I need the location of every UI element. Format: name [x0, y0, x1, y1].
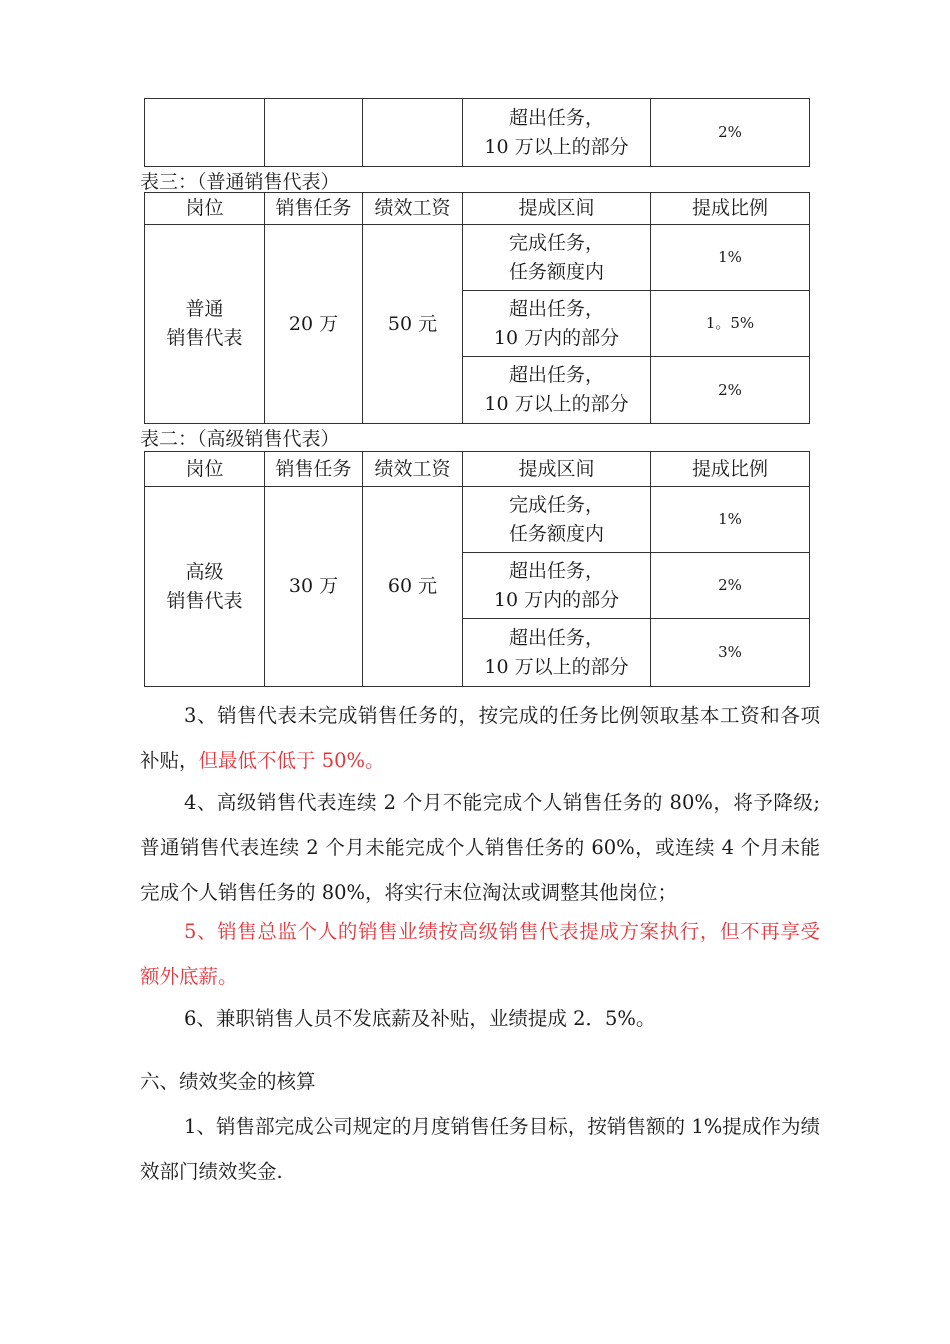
- range-line: 10 万内的部分: [493, 326, 620, 349]
- table-cell-empty: [145, 99, 265, 167]
- range-cell: [463, 225, 651, 291]
- table-row: [145, 225, 810, 291]
- rate-cell: 1%: [651, 487, 810, 553]
- rate-cell: 2%: [651, 553, 810, 619]
- salary-cell: 60 元: [363, 487, 463, 687]
- header-cell: 销售任务: [265, 193, 363, 225]
- table-header-row: [145, 193, 810, 225]
- range-line: 10 万以上的部分: [484, 393, 629, 415]
- range-line: 完成任务，: [508, 493, 604, 516]
- paragraph-5: 5、销售总监个人的销售业绩按高级销售代表提成方案执行，但不再享受额外底薪。: [140, 920, 820, 988]
- range-cell: [463, 291, 651, 357]
- task-cell: 20 万: [265, 225, 363, 424]
- table-cell-empty: [363, 99, 463, 167]
- range-line: 10 万内的部分: [493, 588, 620, 611]
- range-line: 超出任务，: [508, 626, 604, 649]
- table-row: [145, 99, 810, 167]
- range-line: 超出任务，: [508, 297, 604, 320]
- range-cell: [463, 357, 651, 424]
- header-cell: 岗位: [145, 193, 265, 225]
- range-cell: [463, 99, 651, 167]
- position-line: 销售代表: [166, 327, 243, 349]
- header-cell: 提成比例: [651, 193, 810, 225]
- salary-cell: 50 元: [363, 225, 463, 424]
- range-line: 任务额度内: [508, 260, 604, 283]
- header-cell: 提成区间: [463, 452, 651, 487]
- section-heading: 六、绩效奖金的核算: [140, 1070, 316, 1093]
- range-line: 超出任务，: [508, 106, 604, 129]
- paragraph-3: [140, 693, 820, 783]
- header-cell: 销售任务: [265, 452, 363, 487]
- table-fragment-top: [144, 98, 810, 167]
- range-cell: [463, 487, 651, 553]
- table-row: [145, 487, 810, 553]
- paragraph-4: 4、高级销售代表连续 2 个月不能完成个人销售任务的 80%，将予降级;普通销售代表连续 2 个月未能完成个人销售任务的 60%，或连续 4 个月未能完成个人销售任务的 80%，将实行末位淘汰或调整其他岗位；: [140, 791, 820, 904]
- paragraph-3-text: 3、销售代表未完成销售任务的，按完成的任务比例领取基本工资和各项补贴，: [140, 704, 820, 772]
- range-cell: [463, 553, 651, 619]
- header-cell: 提成区间: [463, 193, 651, 225]
- position-line: 普通: [185, 298, 224, 320]
- table-header-row: [145, 452, 810, 487]
- position-cell: [145, 487, 265, 687]
- position-line: 销售代表: [166, 589, 243, 612]
- table-cell-empty: [265, 99, 363, 167]
- rate-cell: 1%: [651, 225, 810, 291]
- range-line: 任务额度内: [508, 522, 604, 545]
- rate-cell: 2%: [651, 99, 810, 167]
- rate-cell: 1。5%: [651, 291, 810, 357]
- range-cell: [463, 619, 651, 687]
- paragraph-3-highlight: 但最低不低于 50%。: [198, 749, 385, 772]
- table2: [144, 451, 810, 687]
- header-cell: 绩效工资: [363, 193, 463, 225]
- paragraph-6: 6、兼职销售人员不发底薪及补贴，业绩提成 2．5%。: [184, 1007, 656, 1030]
- header-cell: 岗位: [145, 452, 265, 487]
- range-line: 超出任务，: [508, 559, 604, 582]
- header-cell: 绩效工资: [363, 452, 463, 487]
- position-cell: [145, 225, 265, 424]
- range-line: 10 万以上的部分: [484, 135, 629, 158]
- rate-cell: 2%: [651, 357, 810, 424]
- range-line: 超出任务，: [508, 364, 604, 386]
- table3-caption: 表三：（普通销售代表）: [140, 171, 340, 193]
- range-line: 10 万以上的部分: [484, 655, 629, 678]
- position-line: 高级: [185, 560, 224, 583]
- rate-cell: 3%: [651, 619, 810, 687]
- task-cell: 30 万: [265, 487, 363, 687]
- section-1-paragraph: 1、销售部完成公司规定的月度销售任务目标，按销售额的 1%提成作为绩效部门绩效奖金.: [140, 1115, 820, 1183]
- range-line: 完成任务，: [508, 231, 604, 254]
- table3: [144, 192, 810, 424]
- table2-caption: 表二：（高级销售代表）: [140, 428, 340, 450]
- header-cell: 提成比例: [651, 452, 810, 487]
